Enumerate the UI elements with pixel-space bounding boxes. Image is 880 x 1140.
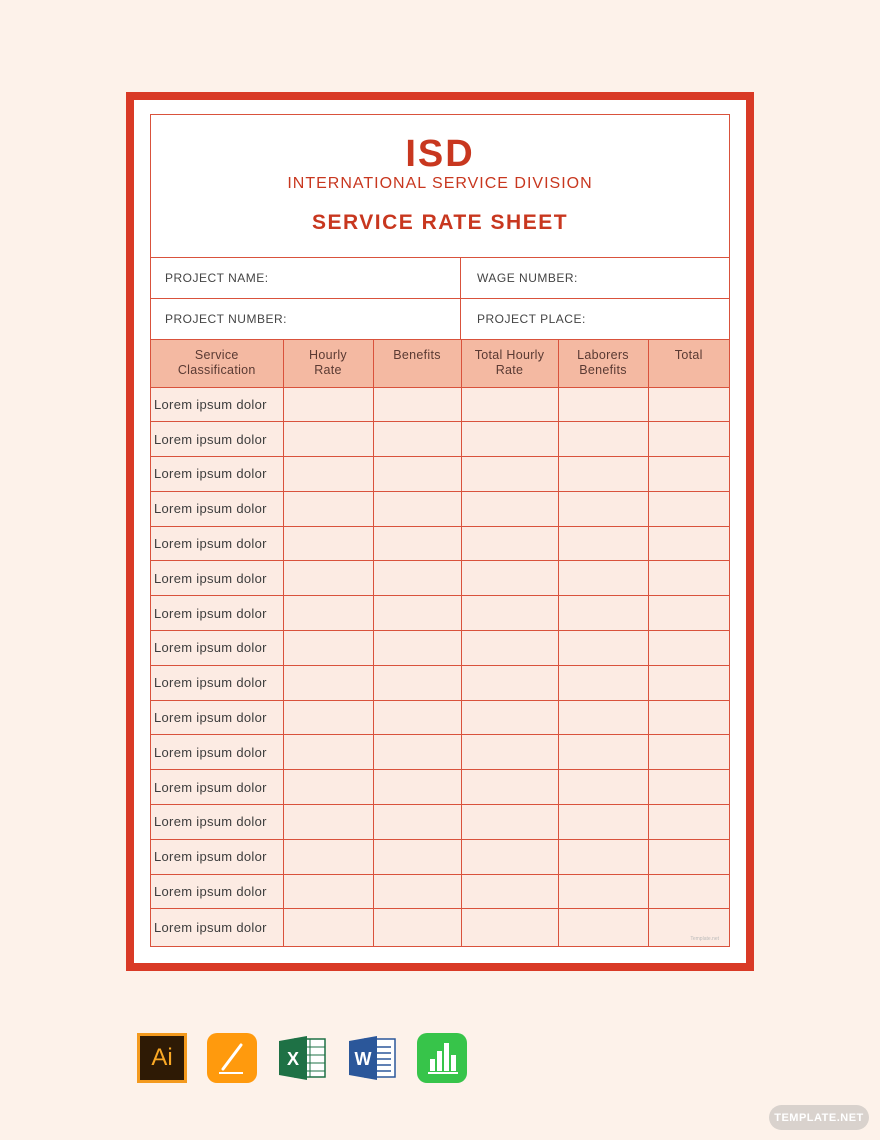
rate-cell[interactable] — [373, 387, 461, 422]
column-header — [151, 340, 283, 387]
column-header-line: Benefits — [393, 348, 441, 362]
document-paper — [134, 100, 746, 963]
table-row — [151, 839, 729, 874]
ai-label: Ai — [151, 1044, 173, 1071]
project-number-field[interactable]: PROJECT NUMBER: — [151, 299, 461, 339]
rate-cell[interactable] — [283, 700, 373, 735]
rate-cell[interactable] — [283, 839, 373, 874]
svg-text:X: X — [286, 1049, 300, 1069]
column-header-line: Rate — [495, 363, 524, 377]
rate-cell[interactable] — [648, 631, 729, 666]
excel-icon[interactable] — [277, 1033, 327, 1083]
rate-cell[interactable] — [648, 457, 729, 492]
rate-cell[interactable] — [283, 909, 373, 946]
table-row — [151, 596, 729, 631]
rate-cell[interactable] — [461, 805, 558, 840]
template-badge[interactable]: TEMPLATE.NET — [769, 1105, 869, 1130]
table-row — [151, 874, 729, 909]
rate-cell[interactable] — [558, 422, 648, 457]
rate-cell[interactable] — [648, 422, 729, 457]
rate-cell[interactable] — [558, 874, 648, 909]
rate-cell[interactable] — [283, 526, 373, 561]
rate-cell[interactable] — [461, 422, 558, 457]
table-row — [151, 526, 729, 561]
rate-cell[interactable] — [558, 909, 648, 946]
wage-number-field[interactable]: WAGE NUMBER: — [477, 271, 578, 285]
rate-cell[interactable] — [648, 491, 729, 526]
service-classification-cell[interactable]: Lorem ipsum dolor — [151, 596, 283, 631]
service-classification-cell[interactable]: Lorem ipsum dolor — [151, 561, 283, 596]
rate-cell[interactable] — [461, 839, 558, 874]
rate-cell[interactable] — [558, 526, 648, 561]
info-row-1 — [151, 258, 729, 299]
table-row — [151, 909, 729, 946]
table-row — [151, 457, 729, 492]
rate-cell[interactable] — [283, 665, 373, 700]
rate-cell[interactable] — [373, 596, 461, 631]
rate-cell[interactable] — [373, 770, 461, 805]
column-header-line: Total — [674, 348, 703, 362]
column-header — [283, 340, 373, 387]
rate-cell[interactable] — [283, 770, 373, 805]
rate-cell[interactable] — [283, 491, 373, 526]
rate-cell[interactable] — [461, 457, 558, 492]
rate-cell[interactable] — [648, 735, 729, 770]
rate-cell[interactable] — [648, 770, 729, 805]
column-header-line: Service — [194, 348, 239, 362]
rate-cell[interactable] — [283, 561, 373, 596]
rate-cell[interactable] — [373, 735, 461, 770]
table-row — [151, 770, 729, 805]
word-icon[interactable] — [347, 1033, 397, 1083]
rate-cell[interactable] — [283, 422, 373, 457]
rate-cell[interactable] — [373, 700, 461, 735]
column-header-line: Laborers — [577, 348, 629, 362]
document-heading: SERVICE RATE SHEET — [311, 211, 569, 234]
rate-cell[interactable] — [373, 805, 461, 840]
column-header — [461, 340, 558, 387]
table-row — [151, 700, 729, 735]
rate-cell[interactable] — [461, 526, 558, 561]
service-classification-cell[interactable]: Lorem ipsum dolor — [151, 387, 283, 422]
service-classification-cell[interactable]: Lorem ipsum dolor — [151, 457, 283, 492]
column-header-line: Rate — [314, 363, 342, 377]
service-classification-cell[interactable]: Lorem ipsum dolor — [151, 805, 283, 840]
rate-cell[interactable] — [558, 387, 648, 422]
rate-cell[interactable] — [461, 631, 558, 666]
footer-mark: Template.net — [690, 936, 719, 942]
table-row — [151, 387, 729, 422]
rate-cell[interactable] — [558, 735, 648, 770]
rate-cell[interactable] — [648, 596, 729, 631]
column-header — [373, 340, 461, 387]
column-header-line: Benefits — [579, 363, 627, 377]
service-classification-cell[interactable]: Lorem ipsum dolor — [151, 770, 283, 805]
rate-cell[interactable] — [648, 561, 729, 596]
org-subtitle: INTERNATIONAL SERVICE DIVISION — [287, 175, 593, 192]
rate-cell[interactable] — [558, 700, 648, 735]
rate-cell[interactable] — [558, 665, 648, 700]
rate-cell[interactable] — [283, 874, 373, 909]
rate-cell[interactable] — [373, 874, 461, 909]
format-icons — [137, 1033, 467, 1083]
table-row — [151, 735, 729, 770]
column-header-line: Classification — [177, 363, 256, 377]
service-classification-cell[interactable]: Lorem ipsum dolor — [151, 491, 283, 526]
rate-cell[interactable] — [461, 700, 558, 735]
column-header — [648, 340, 729, 387]
table-body — [151, 387, 729, 946]
rate-cell[interactable] — [373, 631, 461, 666]
rate-cell[interactable] — [648, 874, 729, 909]
service-classification-cell[interactable]: Lorem ipsum dolor — [151, 909, 283, 946]
rate-cell[interactable] — [283, 387, 373, 422]
numbers-icon[interactable] — [417, 1033, 467, 1083]
rate-sheet — [150, 114, 730, 947]
rate-cell[interactable] — [461, 735, 558, 770]
rate-cell[interactable] — [648, 526, 729, 561]
rate-cell[interactable] — [373, 909, 461, 946]
rate-cell[interactable] — [283, 805, 373, 840]
service-classification-cell[interactable]: Lorem ipsum dolor — [151, 422, 283, 457]
rate-cell[interactable] — [558, 596, 648, 631]
rate-cell[interactable] — [461, 909, 558, 946]
document-frame — [126, 92, 754, 971]
rate-cell[interactable] — [461, 387, 558, 422]
rate-cell[interactable] — [558, 457, 648, 492]
service-classification-cell[interactable]: Lorem ipsum dolor — [151, 631, 283, 666]
rate-cell[interactable] — [373, 422, 461, 457]
column-header — [558, 340, 648, 387]
rate-cell[interactable] — [461, 596, 558, 631]
table-row — [151, 561, 729, 596]
project-name-field[interactable]: PROJECT NAME: — [151, 258, 461, 298]
table-row — [151, 422, 729, 457]
service-classification-cell[interactable]: Lorem ipsum dolor — [151, 526, 283, 561]
rate-cell[interactable] — [373, 526, 461, 561]
service-classification-cell[interactable]: Lorem ipsum dolor — [151, 665, 283, 700]
rate-cell[interactable] — [461, 874, 558, 909]
rate-cell[interactable] — [283, 735, 373, 770]
rate-cell[interactable] — [648, 387, 729, 422]
illustrator-icon[interactable] — [137, 1033, 187, 1083]
column-header-line: Hourly — [309, 348, 347, 362]
rate-cell[interactable] — [461, 770, 558, 805]
rate-cell[interactable] — [558, 805, 648, 840]
table-row — [151, 805, 729, 840]
rate-cell[interactable] — [283, 631, 373, 666]
rate-cell[interactable] — [373, 561, 461, 596]
service-classification-cell[interactable]: Lorem ipsum dolor — [151, 839, 283, 874]
table-row — [151, 631, 729, 666]
rate-cell[interactable] — [461, 491, 558, 526]
service-classification-cell[interactable]: Lorem ipsum dolor — [151, 735, 283, 770]
table-row — [151, 665, 729, 700]
column-header-line: Total Hourly — [474, 348, 545, 362]
rate-cell[interactable] — [283, 596, 373, 631]
info-row-2 — [151, 299, 729, 340]
service-classification-cell[interactable]: Lorem ipsum dolor — [151, 700, 283, 735]
rate-cell[interactable] — [373, 839, 461, 874]
service-classification-cell[interactable]: Lorem ipsum dolor — [151, 874, 283, 909]
svg-text:W: W — [354, 1049, 372, 1069]
table-header-row — [151, 340, 729, 387]
pages-icon[interactable] — [207, 1033, 257, 1083]
sheet-header — [151, 115, 729, 258]
rate-cell[interactable] — [648, 805, 729, 840]
rate-cell[interactable] — [648, 700, 729, 735]
rate-cell[interactable] — [461, 665, 558, 700]
table-row — [151, 491, 729, 526]
rate-cell[interactable] — [648, 839, 729, 874]
rate-table — [151, 340, 729, 946]
rate-cell[interactable] — [558, 631, 648, 666]
rate-cell[interactable] — [558, 839, 648, 874]
rate-cell[interactable] — [373, 457, 461, 492]
project-place-field[interactable]: PROJECT PLACE: — [477, 312, 586, 326]
rate-cell[interactable] — [461, 561, 558, 596]
rate-cell[interactable] — [558, 561, 648, 596]
rate-cell[interactable] — [558, 770, 648, 805]
org-title: ISD — [405, 133, 475, 175]
rate-cell[interactable] — [283, 457, 373, 492]
rate-cell[interactable] — [373, 665, 461, 700]
rate-cell[interactable] — [648, 665, 729, 700]
rate-cell[interactable] — [373, 491, 461, 526]
rate-cell[interactable] — [558, 491, 648, 526]
